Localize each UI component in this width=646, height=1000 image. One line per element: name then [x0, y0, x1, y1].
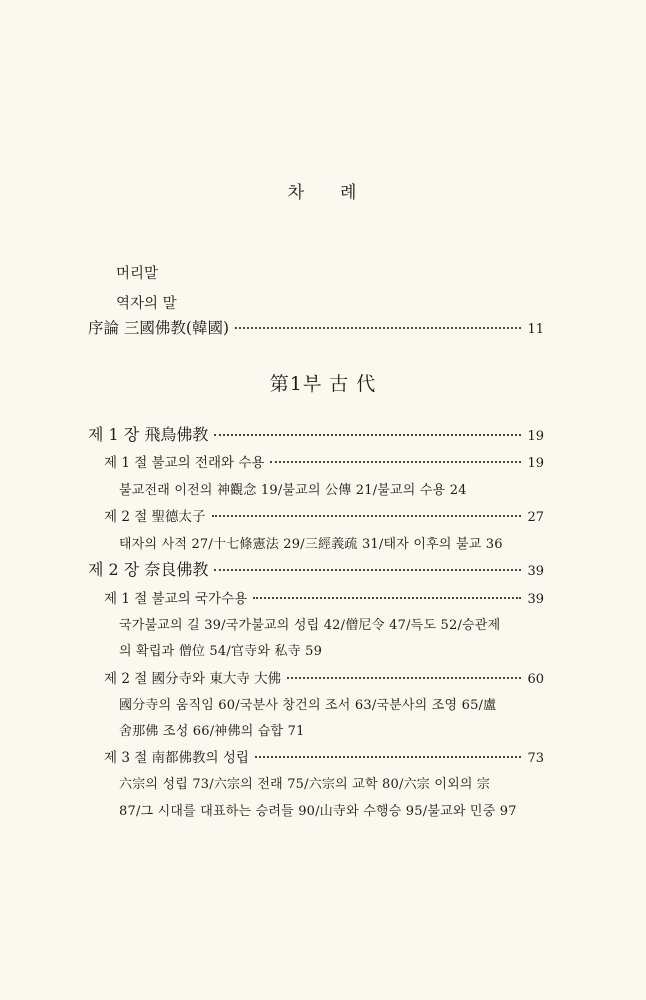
page-number: 60: [527, 672, 544, 687]
section-label: 제 2 절 國分寺와 東大寺 大佛: [104, 671, 282, 687]
section-label: 제 2 절 聖德太子: [104, 509, 206, 525]
toc-section-1-2[interactable]: [104, 505, 544, 525]
section-subtopics: 國分寺의 움직임 60/국분사 창건의 조서 63/국분사의 조영 65/盧: [119, 698, 497, 713]
section-subtopics: 의 확립과 僧位 54/官寺와 私寺 59: [119, 644, 323, 659]
toc-entry-label: 序論 三國佛教(韓國): [88, 319, 230, 337]
section-label: 제 1 절 불교의 전래와 수용: [104, 455, 265, 471]
chapter-label: 제 2 장 奈良佛教: [88, 560, 209, 579]
front-matter-translator-note[interactable]: 역자의 말: [116, 296, 177, 312]
page-number: 73: [527, 751, 544, 766]
toc-section-2-3[interactable]: [104, 746, 544, 766]
toc-entry-intro[interactable]: [88, 316, 544, 338]
page-number: 11: [527, 322, 544, 337]
leader-dots: [214, 433, 521, 436]
toc-section-2-1[interactable]: [104, 587, 544, 607]
leader-dots: [212, 514, 522, 517]
toc-section-1-1[interactable]: [104, 451, 544, 471]
page-number: 19: [527, 429, 544, 444]
leader-dots: [253, 596, 521, 599]
page-number: 39: [527, 592, 544, 607]
section-subtopics: 불교전래 이전의 神觀念 19/불교의 公傳 21/불교의 수용 24: [119, 483, 467, 498]
leader-dots: [235, 326, 521, 329]
section-subtopics: 국가불교의 길 39/국가불교의 성립 42/僧尼令 47/득도 52/승관제: [119, 618, 501, 633]
section-label: 제 3 절 南都佛教의 성립: [104, 750, 249, 766]
part-heading: 第1부 古 代: [269, 373, 377, 395]
leader-dots: [287, 676, 521, 679]
section-subtopics: 태자의 사적 27/十七條憲法 29/三經義疏 31/태자 이후의 불교 36: [119, 537, 503, 552]
toc-section-2-2[interactable]: [104, 667, 544, 687]
page-number: 39: [527, 564, 544, 579]
toc-chapter-2[interactable]: [88, 557, 544, 580]
section-subtopics: 舍那佛 조성 66/神佛의 습합 71: [119, 724, 305, 739]
toc-chapter-1[interactable]: [88, 422, 544, 445]
leader-dots: [214, 568, 521, 571]
section-label: 제 1 절 불교의 국가수용: [104, 591, 248, 607]
front-matter-preface[interactable]: 머리말: [116, 266, 159, 282]
chapter-label: 제 1 장 飛鳥佛教: [88, 425, 209, 444]
title-char-1: 차: [287, 183, 306, 203]
title-char-2: 례: [340, 183, 359, 203]
page-number: 27: [527, 510, 544, 525]
leader-dots: [255, 755, 521, 758]
section-subtopics: 六宗의 성립 73/六宗의 전래 75/六宗의 교학 80/六宗 이외의 宗: [119, 777, 491, 792]
page-number: 19: [527, 456, 544, 471]
leader-dots: [270, 460, 521, 463]
page-title: [0, 178, 646, 203]
section-subtopics: 87/그 시대를 대표하는 승려들 90/山寺와 수행승 95/불교와 민중 97: [119, 804, 517, 819]
